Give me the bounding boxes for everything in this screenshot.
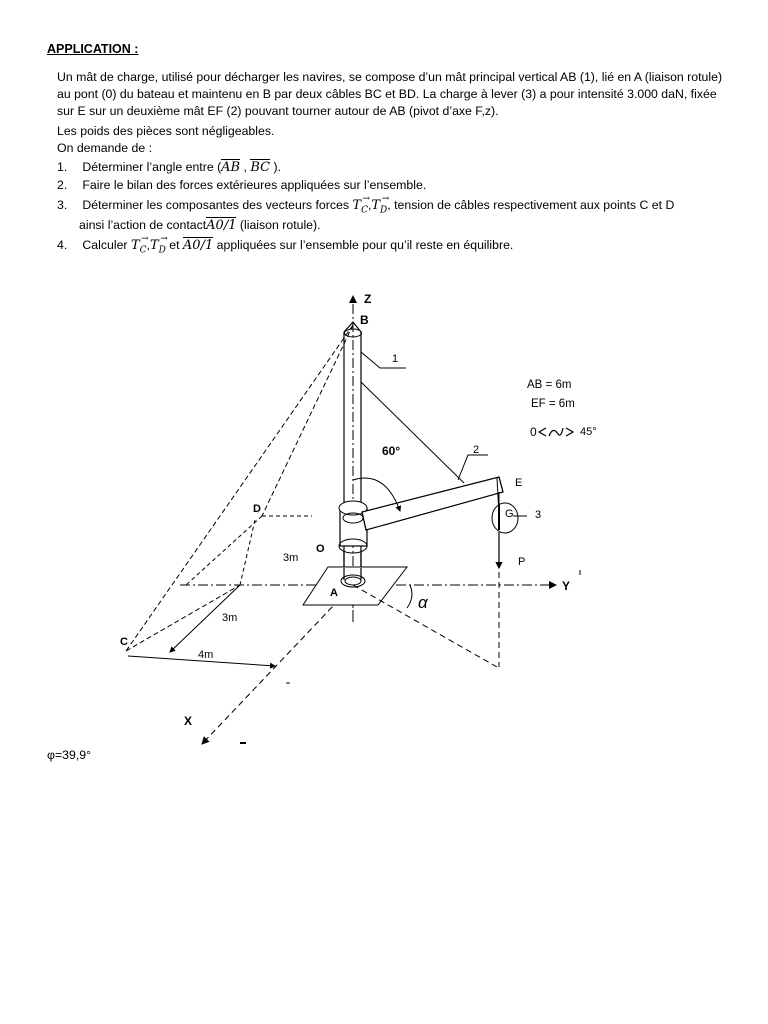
vector-a01: A0/1	[206, 218, 237, 233]
leader-2	[458, 455, 488, 480]
label-g: G	[505, 508, 514, 520]
problem-statement: Un mât de charge, utilisé pour décharger les navires, se compose d’un mât principal vertical AB (1), lié en A (liaison rotule) au pont (0) du bateau et maintenu en B par deux câbles BC et BD. La charge à lever (3) a pour intensité 3.000 daN, fixée sur E sur un deuxième mât EF (2) pouvant tourner autour de AB (pivot d’axe F,z).	[57, 70, 723, 118]
label-e: E	[515, 477, 523, 489]
cable-bd	[262, 325, 353, 516]
vector-ab: AB	[221, 160, 241, 175]
vector-tc: → $T_C$	[352, 194, 370, 216]
question-number: 4.	[57, 238, 68, 252]
question-text: Déterminer l’angle entre (	[82, 160, 222, 174]
cable-b-boom	[361, 382, 464, 483]
question-text: Calculer	[82, 238, 128, 252]
alpha-range-glyph	[539, 428, 573, 436]
alpha-arc	[407, 585, 412, 608]
x-axis	[202, 585, 353, 744]
question-1: 1. Déterminer l’angle entre ( AB , BC ).	[57, 160, 282, 175]
leader-1	[361, 352, 406, 368]
ef-length: EF = 6m	[531, 398, 575, 410]
vector-td: → $T_D$	[371, 194, 390, 216]
label-o: O	[316, 543, 325, 555]
label-3m-b: 3m	[222, 612, 238, 624]
phi-result: φ=39,9°	[47, 748, 92, 762]
question-4: 4. Calculer → $T_C$, → $T_D$ et A0/1 appliquées sur l’ensemble pour qu’il reste en équilibre.	[57, 237, 513, 260]
ab-length: AB = 6m	[527, 379, 572, 391]
vector-tc: → $T_C$	[130, 234, 149, 256]
application-heading: APPLICATION :	[47, 42, 139, 56]
label-1: 1	[392, 353, 399, 365]
question-3-cont: ainsi l’action de contact A0/1 (liaison rotule).	[79, 218, 321, 233]
question-number: 1.	[57, 160, 68, 174]
vector-a01: A0/1	[182, 238, 214, 253]
label-alpha: α	[418, 593, 428, 612]
label-2: 2	[473, 444, 480, 456]
question-number: 3.	[57, 198, 68, 212]
label-d: D	[253, 503, 261, 515]
deck-plate	[303, 567, 407, 622]
question-text: Faire le bilan des forces extérieures appliquées sur l’ensemble.	[82, 178, 427, 192]
asked-intro: On demande de :	[57, 141, 153, 155]
question-text: Déterminer les composantes des vecteurs forces	[82, 198, 349, 212]
label-60: 60°	[382, 444, 401, 458]
label-z: Z	[364, 292, 372, 306]
dim-3m-d	[240, 520, 255, 585]
label-c: C	[120, 636, 128, 648]
alpha-range-start: 0	[530, 425, 537, 439]
weights-note: Les poids des pièces sont négligeables.	[57, 124, 275, 138]
label-4m: 4m	[198, 649, 214, 661]
label-x: X	[184, 714, 193, 728]
question-3: 3. Déterminer les composantes des vecteurs forces → $T_C$, → $T_D$, tension de câbles respectivement aux points C et D	[57, 197, 674, 220]
vector-bc: BC	[250, 160, 271, 175]
label-3: 3	[535, 509, 542, 521]
vector-td: → $T_D$	[149, 234, 168, 256]
label-b: B	[360, 313, 369, 327]
label-3m-a: 3m	[283, 552, 299, 564]
label-y: Y	[562, 579, 571, 593]
label-a: A	[330, 587, 338, 599]
alpha-range-end: 45°	[580, 426, 597, 438]
d-projection	[186, 516, 262, 585]
label-p: P	[518, 556, 526, 568]
question-number: 2.	[57, 178, 68, 192]
